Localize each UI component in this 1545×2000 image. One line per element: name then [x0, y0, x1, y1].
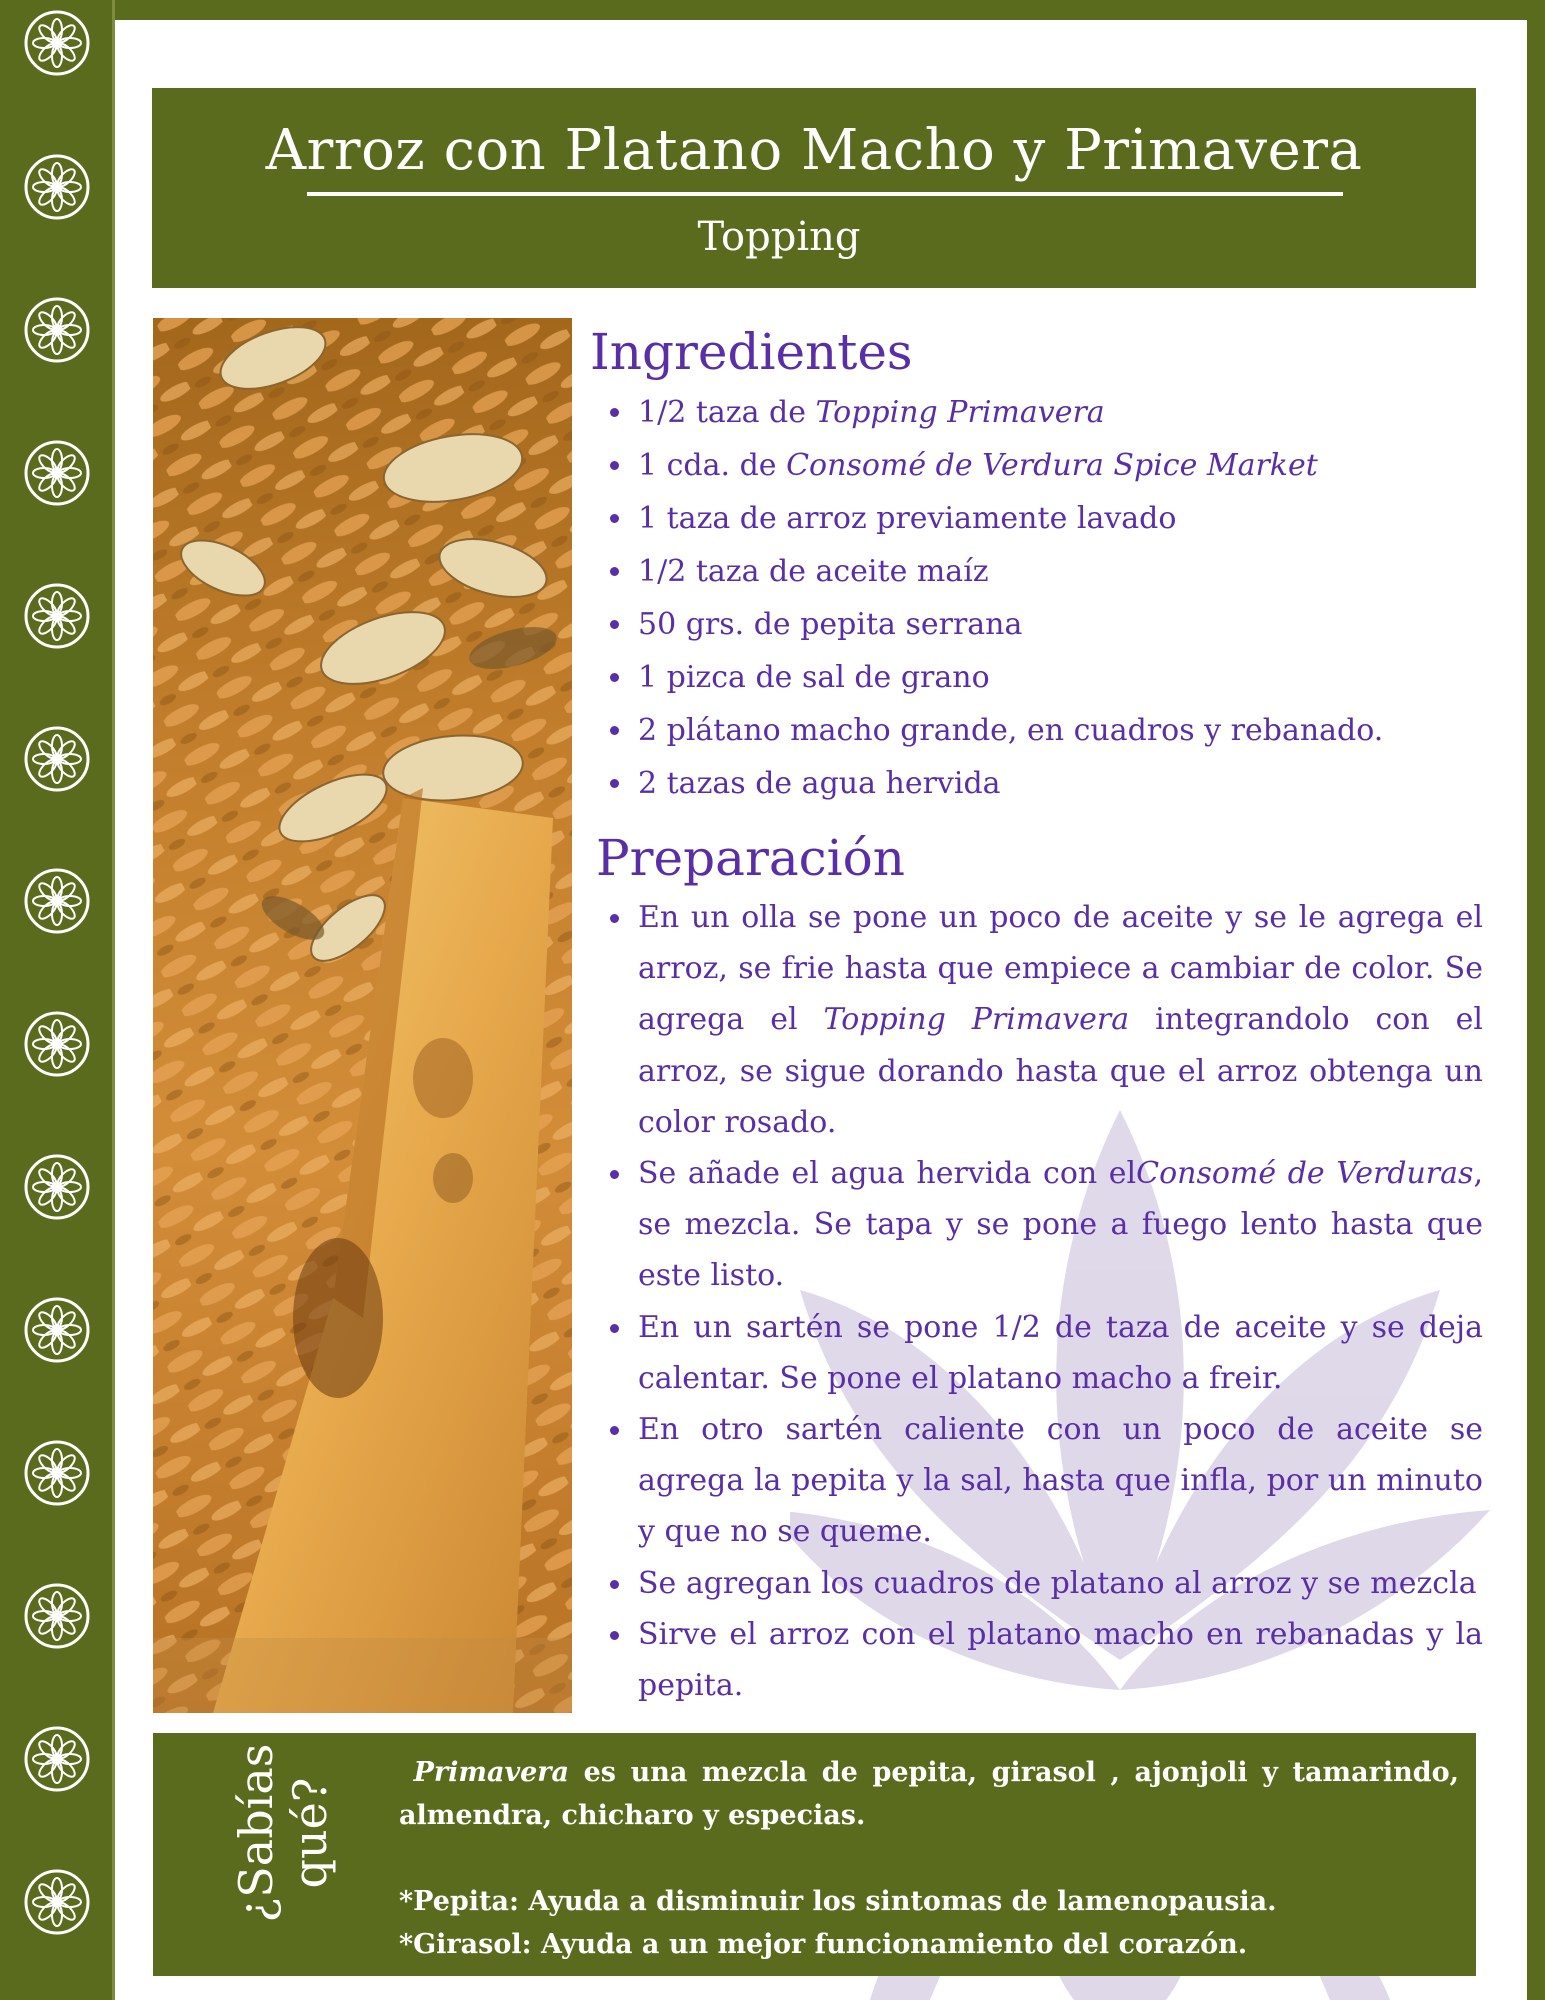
ingredient-item: 1 pizca de sal de grano	[588, 651, 1483, 704]
preparation-step-item: En un olla se pone un poco de aceite y se le agrega el arroz, se frie hasta que empiece a cambiar de color. Se agrega el Topping Primavera integrandolo con el arroz, se sigue dorando hasta que el arroz obtenga un color rosado.	[588, 892, 1483, 1148]
flower-ornament-icon	[22, 1438, 92, 1508]
ingredient-item: 2 plátano macho grande, en cuadros y rebanado.	[588, 704, 1483, 757]
primavera-fact-em: Primavera	[413, 1757, 570, 1788]
product-name: Topping Primavera	[815, 395, 1105, 430]
ingredient-item: 1/2 taza de aceite maíz	[588, 545, 1483, 598]
ingredient-item: 50 grs. de pepita serrana	[588, 598, 1483, 651]
did-you-know-box	[153, 1733, 1476, 1976]
girasol-note: *Girasol: Ayuda a un mejor funcionamiento del corazón.	[399, 1929, 1248, 1960]
preparation-step-item: En otro sartén caliente con un poco de aceite se agrega la pepita y la sal, hasta que infla, por un minuto y que no se queme.	[588, 1404, 1483, 1558]
preparation-step-item: En un sartén se pone 1/2 de taza de aceite y se deja calentar. Se pone el platano macho a freir.	[588, 1302, 1483, 1404]
flower-ornament-icon	[22, 1295, 92, 1365]
preparation-heading: Preparación	[596, 829, 905, 887]
dish-photo	[153, 318, 572, 1713]
flower-ornament-icon	[22, 866, 92, 936]
ingredients-heading: Ingredientes	[590, 323, 913, 381]
ingredient-item: 1 cda. de Consomé de Verdura Spice Market	[588, 439, 1483, 492]
ingredient-item: 1/2 taza de Topping Primavera	[588, 386, 1483, 439]
recipe-subtitle: Topping	[697, 214, 861, 260]
primavera-fact	[399, 1751, 1459, 1837]
pepita-note: *Pepita: Ayuda a disminuir los sintomas de lamenopausia.	[399, 1886, 1277, 1917]
flower-ornament-icon	[22, 724, 92, 794]
did-you-know-line2: qué?	[283, 1777, 337, 1889]
flower-ornament-icon	[22, 1152, 92, 1222]
flower-ornament-icon	[22, 1867, 92, 1937]
preparation-steps	[588, 892, 1483, 1711]
ingredient-item: 1 taza de arroz previamente lavado	[588, 492, 1483, 545]
ingredients-list	[588, 386, 1483, 810]
did-you-know-line1: ¿Sabías	[229, 1743, 283, 1923]
product-name: Topping Primavera	[823, 1002, 1130, 1038]
did-you-know-label	[229, 1733, 337, 1933]
flower-ornament-icon	[22, 438, 92, 508]
recipe-header	[152, 88, 1476, 288]
ingredient-item: 2 tazas de agua hervida	[588, 757, 1483, 810]
recipe-body	[588, 318, 1483, 1711]
flower-ornament-icon	[22, 1581, 92, 1651]
product-name: Consomé de Verduras	[1136, 1156, 1474, 1192]
flower-ornament-icon	[22, 295, 92, 365]
title-underline	[307, 192, 1343, 196]
flower-ornament-icon	[22, 152, 92, 222]
flower-ornament-icon	[22, 581, 92, 651]
preparation-step-item: Se añade el agua hervida con elConsomé de Verduras, se mezcla. Se tapa y se pone a fuego lento hasta que este listo.	[588, 1148, 1483, 1302]
product-name: Consomé de Verdura Spice Market	[786, 448, 1318, 483]
primavera-fact-text: es una mezcla de pepita, girasol , ajonjoli y tamarindo, almendra, chicharo y especias.	[399, 1757, 1459, 1831]
flower-ornament-icon	[22, 1009, 92, 1079]
preparation-step-item: Se agregan los cuadros de platano al arroz y se mezcla	[588, 1558, 1483, 1609]
left-ornament-strip	[0, 0, 115, 2000]
flower-ornament-icon	[22, 1724, 92, 1794]
recipe-title: Arroz con Platano Macho y Primavera	[265, 118, 1363, 183]
preparation-step-item: Sirve el arroz con el platano macho en rebanadas y la pepita.	[588, 1609, 1483, 1711]
frame-top-border	[0, 0, 1545, 20]
did-you-know-text	[399, 1751, 1459, 1966]
flower-ornament-icon	[22, 8, 92, 78]
